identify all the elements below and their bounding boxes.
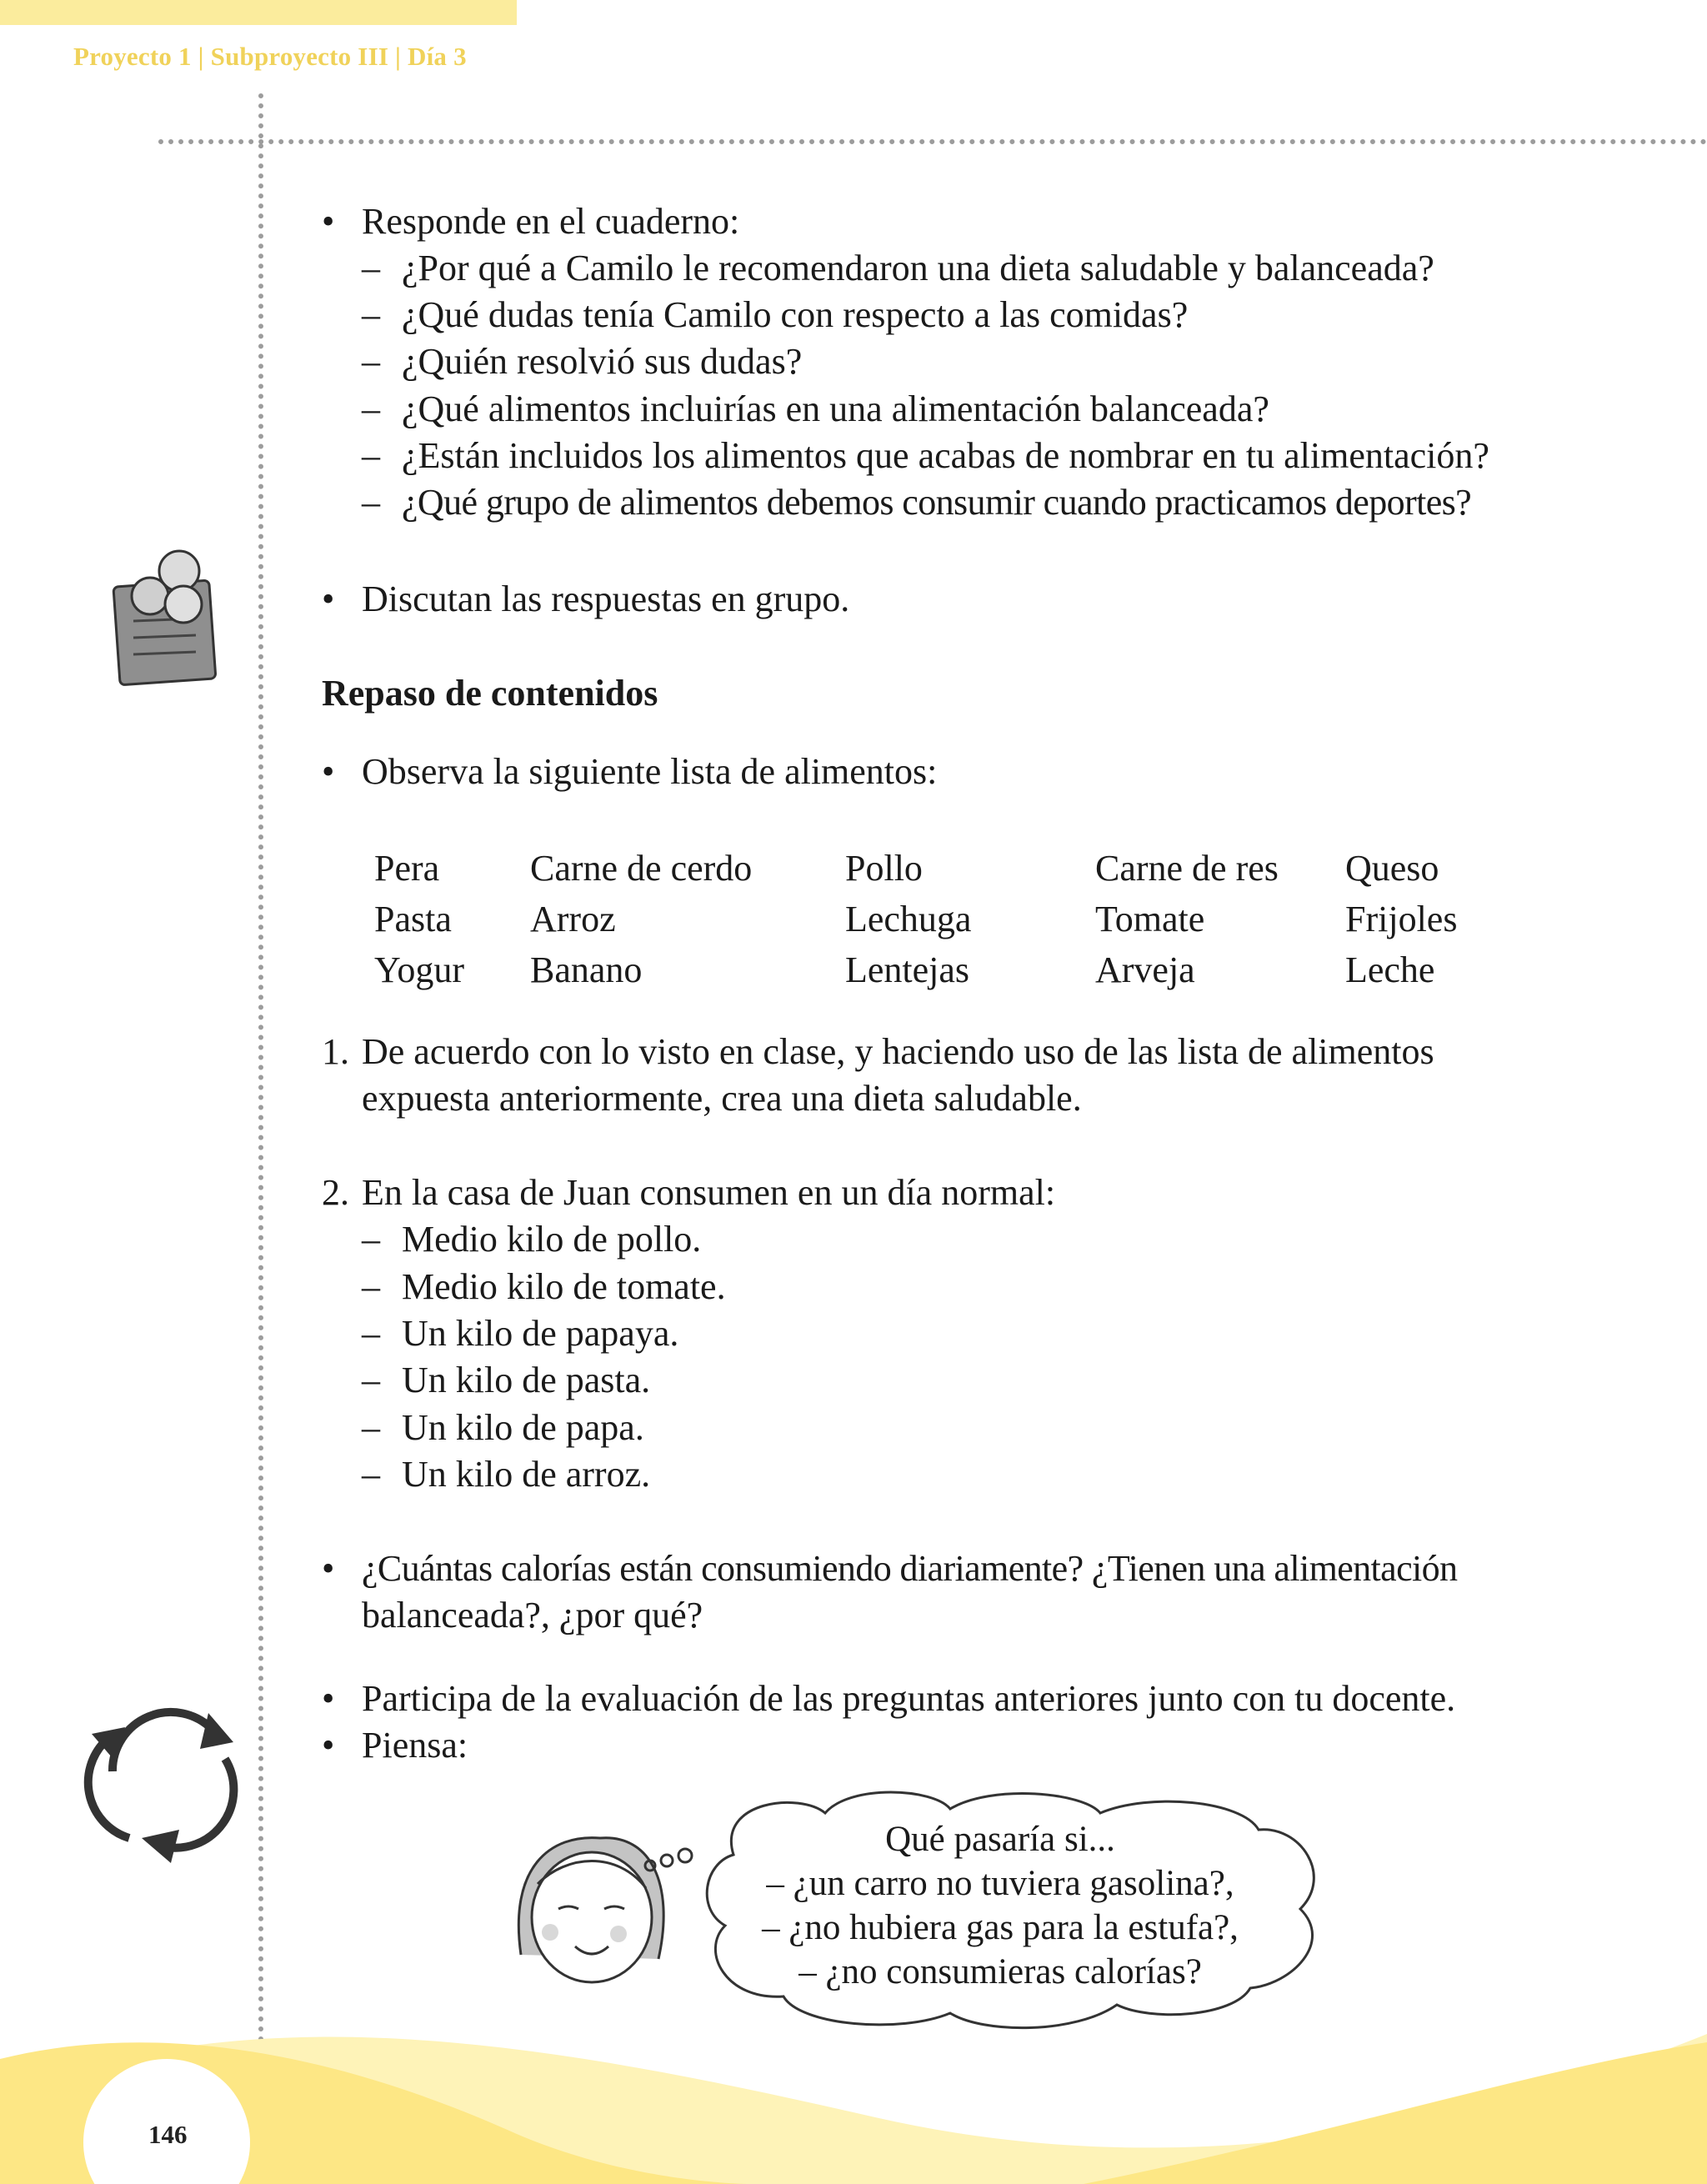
- item2-number: 2.: [322, 1172, 349, 1213]
- dash-marker: –: [362, 1407, 380, 1448]
- think-text: Piensa:: [362, 1725, 468, 1766]
- consumption-item: Un kilo de arroz.: [402, 1454, 651, 1495]
- food-cell: Tomate: [1095, 899, 1205, 939]
- bullet-discuss: •: [322, 579, 335, 619]
- dash-marker: –: [362, 1360, 380, 1400]
- food-cell: Arveja: [1095, 949, 1195, 990]
- participate-text: Participa de la evaluación de las preguntas anteriores junto con tu docente.: [362, 1678, 1456, 1719]
- food-cell: Pasta: [374, 899, 452, 939]
- dash-marker: –: [362, 341, 380, 382]
- dash-marker: –: [362, 1266, 380, 1307]
- dash-marker: –: [362, 294, 380, 335]
- question-item: ¿Qué dudas tenía Camilo con respecto a las comidas?: [402, 294, 1189, 335]
- food-cell: Pollo: [845, 848, 923, 889]
- bullet-think: •: [322, 1725, 335, 1766]
- bullet-calories: •: [322, 1548, 335, 1589]
- thought-bubble-text: [700, 1817, 1300, 1994]
- review-heading: Repaso de contenidos: [322, 673, 658, 714]
- consumption-item: Un kilo de papa.: [402, 1407, 644, 1448]
- calories-line2: balanceada?, ¿por qué?: [362, 1595, 703, 1635]
- food-cell: Lentejas: [845, 949, 970, 990]
- question-item: ¿Quién resolvió sus dudas?: [402, 341, 803, 382]
- item1-line2: expuesta anteriormente, crea una dieta saludable.: [362, 1078, 1082, 1119]
- food-cell: Banano: [530, 949, 643, 990]
- item2-intro: En la casa de Juan consumen en un día normal:: [362, 1172, 1056, 1213]
- bubble-line: – ¿no hubiera gas para la estufa?,: [762, 1908, 1239, 1947]
- food-cell: Lechuga: [845, 899, 972, 939]
- dash-marker: –: [362, 435, 380, 476]
- item1-number: 1.: [322, 1031, 349, 1072]
- bubble-line: – ¿un carro no tuviera gasolina?,: [766, 1864, 1234, 1903]
- dash-marker: –: [362, 1313, 380, 1354]
- consumption-item: Medio kilo de pollo.: [402, 1219, 702, 1260]
- bullet-observe: •: [322, 751, 335, 792]
- bubble-line: Qué pasaría si...: [885, 1820, 1115, 1859]
- food-cell: Carne de res: [1095, 848, 1279, 889]
- food-cell: Queso: [1345, 848, 1439, 889]
- consumption-item: Medio kilo de tomate.: [402, 1266, 726, 1307]
- bullet-responde: •: [322, 201, 335, 242]
- consumption-item: Un kilo de pasta.: [402, 1360, 651, 1400]
- calories-line1: ¿Cuántas calorías están consumiendo diariamente? ¿Tienen una alimentación: [362, 1548, 1458, 1589]
- question-item: ¿Están incluidos los alimentos que acabas de nombrar en tu alimentación?: [402, 435, 1489, 476]
- dash-marker: –: [362, 482, 380, 523]
- bullet-participate: •: [322, 1678, 335, 1719]
- dash-marker: –: [362, 388, 380, 429]
- dash-marker: –: [362, 248, 380, 288]
- question-item: ¿Qué grupo de alimentos debemos consumir cuando practicamos deportes?: [402, 482, 1472, 523]
- bubble-line: – ¿no consumieras calorías?: [798, 1952, 1202, 1991]
- food-cell: Carne de cerdo: [530, 848, 753, 889]
- food-cell: Yogur: [374, 949, 465, 990]
- food-cell: Pera: [374, 848, 440, 889]
- dash-marker: –: [362, 1219, 380, 1260]
- question-item: ¿Qué alimentos incluirías en una alimentación balanceada?: [402, 388, 1269, 429]
- responde-intro: Responde en el cuaderno:: [362, 201, 740, 242]
- observe-text: Observa la siguiente lista de alimentos:: [362, 751, 938, 792]
- food-cell: Arroz: [530, 899, 616, 939]
- item1-line1: De acuerdo con lo visto en clase, y haciendo uso de las lista de alimentos: [362, 1031, 1434, 1072]
- food-cell: Leche: [1345, 949, 1435, 990]
- food-cell: Frijoles: [1345, 899, 1458, 939]
- dash-marker: –: [362, 1454, 380, 1495]
- page-number: 146: [148, 2120, 188, 2149]
- page-header: Proyecto 1 | Subproyecto III | Día 3: [73, 42, 467, 71]
- discuss-text: Discutan las respuestas en grupo.: [362, 579, 850, 619]
- question-item: ¿Por qué a Camilo le recomendaron una dieta saludable y balanceada?: [402, 248, 1434, 288]
- consumption-item: Un kilo de papaya.: [402, 1313, 679, 1354]
